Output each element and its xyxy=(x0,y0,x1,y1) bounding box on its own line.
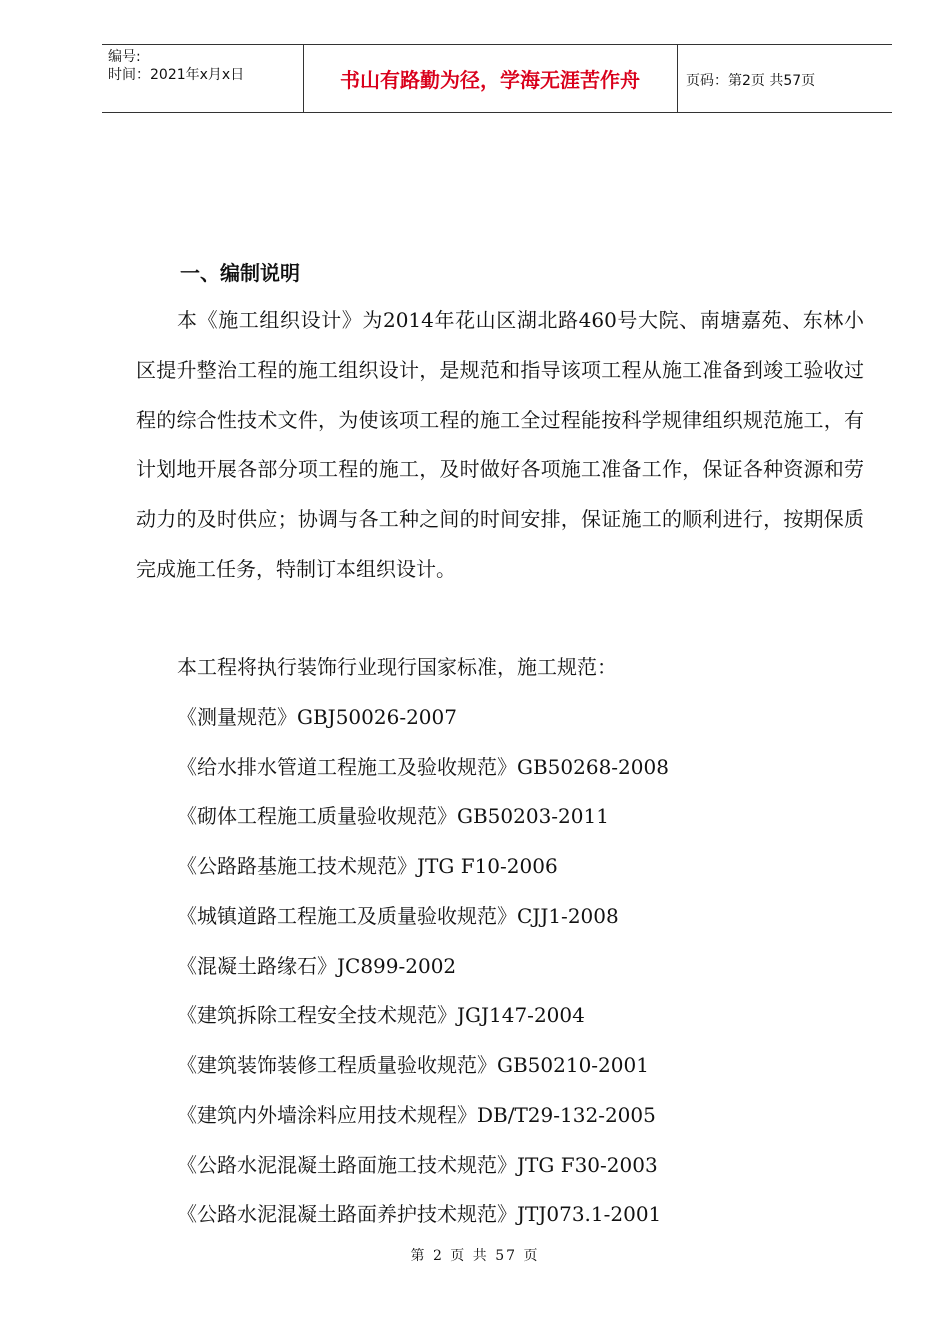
page-footer: 第 2 页 共 57 页 xyxy=(410,1248,540,1264)
standard-item: 《砌体工程施工质量验收规范》GB50203-2011 xyxy=(177,804,609,828)
standard-item: 《公路路基施工技术规范》JTG F10-2006 xyxy=(177,854,558,878)
standard-item: 《混凝土路缘石》JC899-2002 xyxy=(177,954,457,978)
header-divider-right xyxy=(677,44,678,113)
standards-intro: 本工程将执行装饰行业现行国家标准，施工规范： xyxy=(177,655,617,679)
standard-item: 《公路水泥混凝土路面施工技术规范》JTG F30-2003 xyxy=(177,1153,658,1177)
header-top-rule xyxy=(102,44,892,45)
section-heading: 一、编制说明 xyxy=(180,261,300,285)
header-motto: 书山有路勤为径，学海无涯苦作舟 xyxy=(340,68,640,92)
standard-item: 《测量规范》GBJ50026-2007 xyxy=(177,705,457,729)
standard-item: 《建筑装饰装修工程质量验收规范》GB50210-2001 xyxy=(177,1053,649,1077)
intro-paragraph: 本《施工组织设计》为2014年花山区湖北路460号大院、南塘嘉苑、东林小区提升整治工程的施工组织设计，是规范和指导该项工程从施工准备到竣工验收过程的综合性技术文件，为使该项工程的施工全过程能按科学规律组织规范施工，有计划地开展各部分项工程的施工，及时做好各项施工准备工作，保证各种资源和劳动力的及时供应；协调与各工种之间的时间安排，保证施工的顺利进行，按期保质完成施工任务，特制订本组织设计。 xyxy=(136,308,864,581)
header-bottom-rule xyxy=(102,112,892,113)
standard-item: 《公路水泥混凝土路面养护技术规范》JTJ073.1-2001 xyxy=(177,1202,662,1226)
standard-item: 《建筑内外墙涂料应用技术规程》DB/T29-132-2005 xyxy=(177,1103,656,1127)
header-page-label: 页码：第2页 共57页 xyxy=(686,73,816,89)
header-date-label: 时间：2021年x月x日 xyxy=(108,67,245,83)
standard-item: 《城镇道路工程施工及质量验收规范》CJJ1-2008 xyxy=(177,904,619,928)
standard-item: 《建筑拆除工程安全技术规范》JGJ147-2004 xyxy=(177,1003,585,1027)
standard-item: 《给水排水管道工程施工及验收规范》GB50268-2008 xyxy=(177,755,669,779)
header-code-label: 编号: xyxy=(108,49,141,65)
